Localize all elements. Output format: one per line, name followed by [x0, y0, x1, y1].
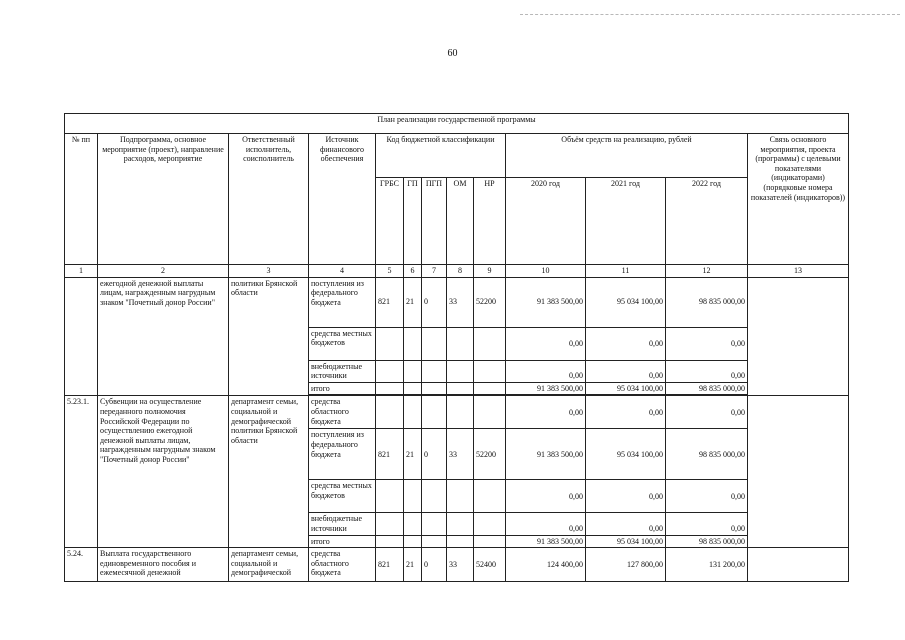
- total-label: итого: [309, 382, 376, 395]
- measure-title: Субвенции на осуществление переданного полномочия Российской Федерации по осуществлению ежегодной денежной выплаты лицам, награжденным нагрудным знаком "Почетный донор России": [98, 396, 229, 548]
- col-number: 3: [229, 265, 309, 278]
- link-cell: [748, 396, 849, 548]
- om-cell: 33: [447, 429, 474, 480]
- value-2022: 0,00: [666, 327, 748, 360]
- source-cell: средства областного бюджета: [309, 548, 376, 582]
- source-cell: поступления из федерального бюджета: [309, 429, 376, 480]
- col-number: 10: [506, 265, 586, 278]
- measure-title: Выплата государственного единовременного пособия и ежемесячной денежной: [98, 548, 229, 582]
- header-code-group: Код бюджетной классификации: [376, 134, 506, 178]
- col-number: 1: [65, 265, 98, 278]
- nr-cell: 52200: [474, 277, 506, 327]
- value-2020: 91 383 500,00: [506, 277, 586, 327]
- col-number: 9: [474, 265, 506, 278]
- source-cell: поступления из федерального бюджета: [309, 277, 376, 327]
- source-cell: средства местных бюджетов: [309, 480, 376, 513]
- col-number: 2: [98, 265, 229, 278]
- header-2020: 2020 год: [506, 178, 586, 265]
- value-2021: 0,00: [586, 480, 666, 513]
- value-2020: 0,00: [506, 360, 586, 382]
- row-num-empty: [65, 277, 98, 396]
- total-2020: 91 383 500,00: [506, 382, 586, 395]
- nr-cell: 52200: [474, 429, 506, 480]
- value-2022: 0,00: [666, 396, 748, 429]
- total-2021: 95 034 100,00: [586, 382, 666, 395]
- header-source: Источник финансового обеспечения: [309, 134, 376, 265]
- value-2020: 0,00: [506, 396, 586, 429]
- col-number: 4: [309, 265, 376, 278]
- value-2021: 127 800,00: [586, 548, 666, 582]
- header-subprogram: Подпрограмма, основное мероприятие (проект), направление расходов, мероприятие: [98, 134, 229, 265]
- header-2021: 2021 год: [586, 178, 666, 265]
- table-row: [65, 277, 849, 327]
- value-2021: 95 034 100,00: [586, 277, 666, 327]
- col-number: 12: [666, 265, 748, 278]
- col-number: 13: [748, 265, 849, 278]
- value-2020: 0,00: [506, 480, 586, 513]
- nr-cell: 52400: [474, 548, 506, 582]
- source-cell: внебюджетные источники: [309, 360, 376, 382]
- executor-cell: политики Брянской области: [229, 277, 309, 396]
- value-2020: 124 400,00: [506, 548, 586, 582]
- pgp-cell: 0: [422, 429, 447, 480]
- value-2022: 98 835 000,00: [666, 277, 748, 327]
- total-2021: 95 034 100,00: [586, 535, 666, 548]
- value-2020: 91 383 500,00: [506, 429, 586, 480]
- total-2022: 98 835 000,00: [666, 535, 748, 548]
- link-cell: [748, 277, 849, 396]
- value-2021: 0,00: [586, 360, 666, 382]
- header-num: № пп: [65, 134, 98, 265]
- table-row: [65, 548, 849, 582]
- grbs-cell: 821: [376, 277, 404, 327]
- measure-title: ежегодной денежной выплаты лицам, награжденным нагрудным знаком "Почетный донор России": [98, 277, 229, 396]
- grbs-cell: 821: [376, 548, 404, 582]
- source-cell: внебюджетные источники: [309, 513, 376, 535]
- header-2022: 2022 год: [666, 178, 748, 265]
- grbs-cell: 821: [376, 429, 404, 480]
- value-2020: 0,00: [506, 513, 586, 535]
- value-2022: 131 200,00: [666, 548, 748, 582]
- col-number: 8: [447, 265, 474, 278]
- header-volume-group: Объём средств на реализацию, рублей: [506, 134, 748, 178]
- value-2022: 98 835 000,00: [666, 429, 748, 480]
- table-title: План реализации государственной программы: [65, 114, 849, 134]
- scan-artifact-line: [520, 14, 900, 15]
- executor-cell: департамент семьи, социальной и демографической: [229, 548, 309, 582]
- value-2021: 0,00: [586, 513, 666, 535]
- gp-cell: 21: [404, 277, 422, 327]
- total-2022: 98 835 000,00: [666, 382, 748, 395]
- total-2020: 91 383 500,00: [506, 535, 586, 548]
- col-number: 11: [586, 265, 666, 278]
- row-num: 5.23.1.: [65, 396, 98, 548]
- program-plan-table: [64, 113, 849, 582]
- om-cell: 33: [447, 277, 474, 327]
- value-2022: 0,00: [666, 480, 748, 513]
- total-label: итого: [309, 535, 376, 548]
- value-2020: 0,00: [506, 327, 586, 360]
- header-nr: НР: [474, 178, 506, 265]
- table-row: [65, 396, 849, 429]
- value-2022: 0,00: [666, 360, 748, 382]
- source-cell: средства местных бюджетов: [309, 327, 376, 360]
- header-om: ОМ: [447, 178, 474, 265]
- value-2021: 0,00: [586, 327, 666, 360]
- row-num: 5.24.: [65, 548, 98, 582]
- header-gp: ГП: [404, 178, 422, 265]
- pgp-cell: 0: [422, 548, 447, 582]
- header-grbs: ГРБС: [376, 178, 404, 265]
- col-number: 5: [376, 265, 404, 278]
- om-cell: 33: [447, 548, 474, 582]
- pgp-cell: 0: [422, 277, 447, 327]
- value-2021: 95 034 100,00: [586, 429, 666, 480]
- header-link: Связь основного мероприятия, проекта (программы) с целевыми показателями (индикаторами) (порядковые номера показателей (индикаторов)): [748, 134, 849, 265]
- value-2021: 0,00: [586, 396, 666, 429]
- gp-cell: 21: [404, 429, 422, 480]
- col-number: 6: [404, 265, 422, 278]
- header-executor: Ответственный исполнитель, соисполнитель: [229, 134, 309, 265]
- header-pgp: ПГП: [422, 178, 447, 265]
- gp-cell: 21: [404, 548, 422, 582]
- executor-cell: департамент семьи, социальной и демографической политики Брянской области: [229, 396, 309, 548]
- col-number: 7: [422, 265, 447, 278]
- source-cell: средства областного бюджета: [309, 396, 376, 429]
- link-cell: [748, 548, 849, 582]
- value-2022: 0,00: [666, 513, 748, 535]
- page-number: 60: [447, 48, 458, 59]
